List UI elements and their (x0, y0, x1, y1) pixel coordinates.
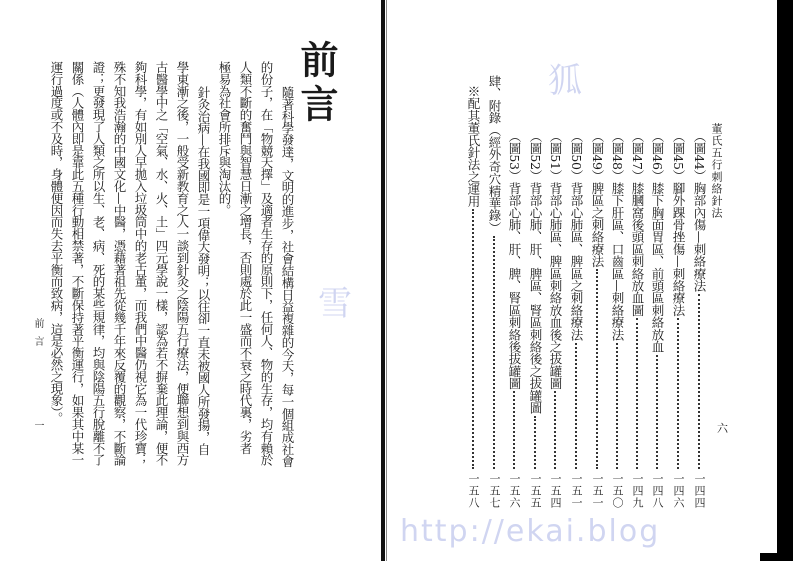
toc-entry-title: （圖49）脾區之刺絡療法 (590, 130, 605, 268)
leader-dots (596, 269, 598, 469)
text-column: 夠科學，有如別人早拋入垃圾筒中的老古董，而我們中醫仍視它為一代珍寶； (133, 61, 148, 466)
toc-entry[interactable] (487, 75, 501, 509)
page-number: 六 (717, 422, 728, 435)
book-gutter-edge (386, 0, 387, 561)
toc-entry-title: （圖44）胸部內傷—刺絡療法 (692, 130, 707, 292)
leader-dots (513, 391, 515, 469)
toc-entry-page: 一五五 (529, 473, 542, 509)
toc-entry[interactable] (692, 130, 706, 509)
toc-entry-page: 一四四 (693, 473, 706, 509)
toc-entry-page: 一四八 (651, 473, 664, 509)
page-title: 前言 (294, 40, 339, 128)
text-column: 針灸治病—在我國即是一項偉大發明；以往卻一直未被國人所發揚，自 (196, 86, 211, 455)
toc-entry-title: （圖47）膝膕窩後頭區刺絡放血圖 (630, 130, 645, 317)
text-column: 運行過度或不及時，身體便因而失去平衡而致病，這是必然之現象）。 (49, 61, 64, 424)
toc-entry-page: 一五四 (549, 473, 562, 509)
toc-entry-page: 一五六 (508, 473, 521, 509)
scan-edge-right (777, 0, 793, 561)
toc-entry[interactable] (548, 130, 562, 509)
running-header: 董氏五行刺絡針法 (710, 123, 723, 219)
toc-entry-page: 一四九 (631, 473, 644, 509)
watermark-char: 狐 (548, 61, 582, 101)
toc-entry-title: 肆、附錄（經外奇穴精華錄） (487, 75, 502, 234)
text-column: 隨著科學發達，文明的進步，社會結構日益複雜的今天，每一個組成社會 (280, 86, 295, 467)
toc-entry-page: 一四六 (672, 473, 685, 509)
toc-entry[interactable] (630, 130, 644, 509)
toc-entry-page: 一五〇 (611, 473, 624, 509)
leader-dots (616, 343, 618, 469)
toc-entry-page: 一五七 (488, 473, 501, 509)
leader-dots (534, 416, 536, 469)
leader-dots (554, 391, 556, 469)
toc-entry[interactable] (507, 130, 521, 509)
toc-entry-title: （圖50）背部心肺區、脾區之刺絡療法 (569, 130, 584, 341)
text-column: 極易為社會所排斥與淘汰的。 (217, 61, 232, 216)
toc-entry-page: 一五一 (570, 473, 583, 509)
toc-entry-title: （圖48）膝下肝區、口齒區—刺絡療法 (610, 130, 625, 341)
scan-edge-bottom (760, 553, 793, 561)
toc-entry[interactable] (650, 130, 664, 509)
toc-entry-page: 一五一 (591, 473, 604, 509)
page-number: 一 (32, 420, 43, 438)
text-column: 人類不斷的奮鬥與智慧日漸之增長，否則處於此一盛而不衰之時代裏，劣者 (238, 61, 253, 454)
text-column: 證；更發現了人類之所以生、老、病、死的某些規律，均與陰陽五行脫離不了 (91, 61, 106, 466)
toc-entry-page: 一五八 (467, 473, 480, 509)
toc-entry[interactable] (671, 130, 685, 509)
toc-entry-title: （圖53）背部心肺、肝、脾、腎區刺絡後拔罐圖 (507, 130, 522, 390)
leader-dots (677, 318, 679, 469)
toc-entry[interactable] (590, 130, 604, 509)
toc-entry-title: （圖46）膝下胸面胃區、前頭區刺絡放血 (650, 130, 665, 353)
leader-dots (575, 343, 577, 469)
text-column: 學東漸之後，一般受新教育之人一談到針灸之陰陽五行療法，便聯想到與西方 (175, 61, 190, 466)
watermark-char: 雪 (318, 284, 352, 324)
book-gutter (381, 0, 385, 561)
text-column: 殊不知我浩瀚的中國文化—中醫，憑藉著祖先從幾千年來反覆的觀察，不斷論 (112, 61, 127, 466)
watermark-url: http://ekai.blog (400, 514, 661, 549)
toc-entry-title: （圖51）背部心肺區、脾區刺絡放血後之拔罐圖 (548, 130, 563, 390)
toc-entry[interactable] (466, 85, 480, 509)
toc-entry[interactable] (528, 130, 542, 509)
toc-entry[interactable] (610, 130, 624, 509)
running-footer: 前言 (32, 318, 43, 354)
text-column: 關係（人體內即是靠此五種行動相禁著，不斷保持著平衡運行，如果其中某一 (70, 61, 85, 466)
leader-dots (493, 236, 495, 469)
text-column: 的份子，在「物競天擇」及適者生存的原則下，任何人、物的生存，均有賴於 (259, 61, 274, 466)
text-column: 古醫學中之「空氣、水、火、土」四元學說一樣，認為若不摒棄此理論，便不 (154, 61, 169, 466)
toc-entry-title: （圖52）背部心肺、肝、脾區、腎區刺絡後之拔罐圖 (528, 130, 543, 414)
leader-dots (656, 355, 658, 469)
leader-dots (698, 294, 700, 469)
leader-dots (472, 209, 474, 469)
toc-entry-title: （圖45）腳外踝骨挫傷—刺絡療法 (671, 130, 686, 317)
toc-entry-title: ※配其董氏針法之運用 (466, 85, 481, 208)
leader-dots (636, 318, 638, 469)
toc-entry[interactable] (569, 130, 583, 509)
